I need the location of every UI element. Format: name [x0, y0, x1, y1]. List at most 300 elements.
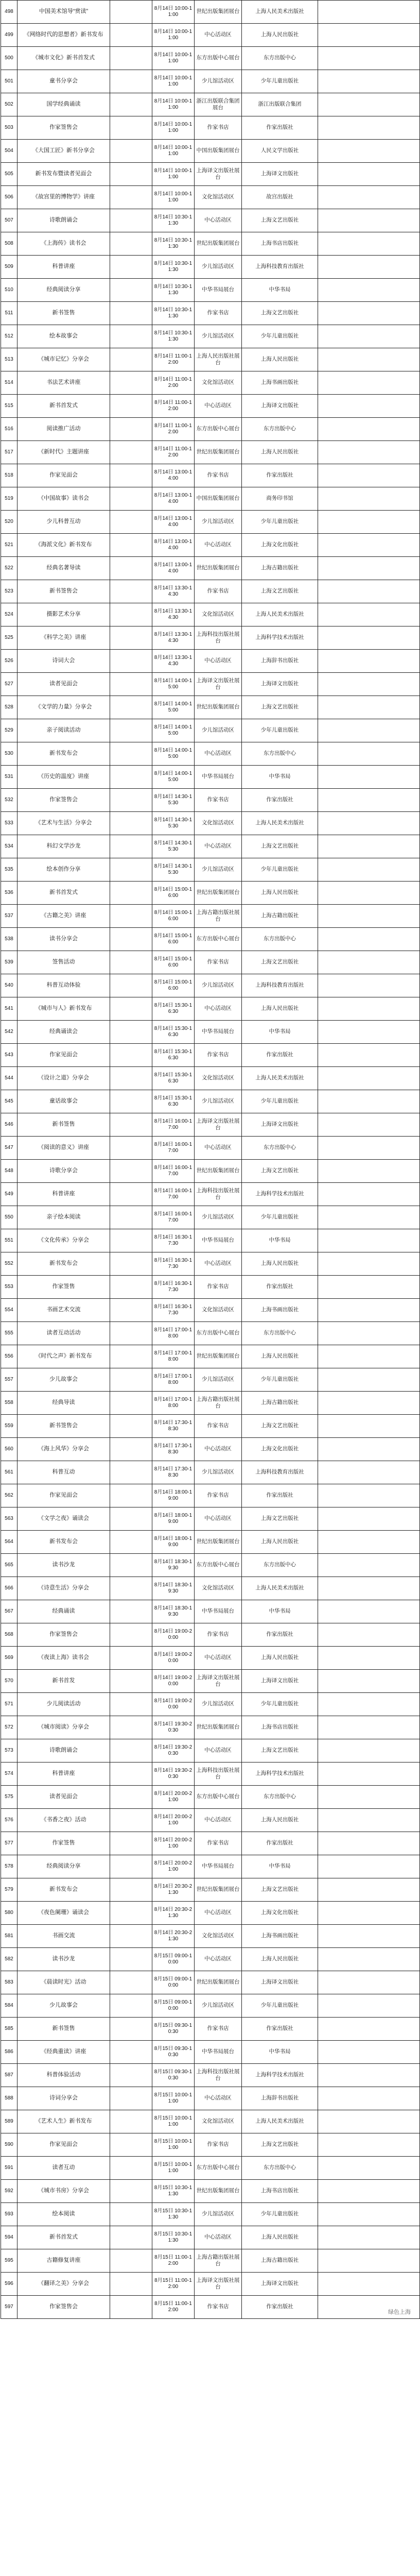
organizer: 上海文艺出版社 [242, 1739, 318, 1762]
table-row [1, 928, 420, 951]
organizer: 中华书局 [242, 1855, 318, 1878]
guest-name [110, 325, 152, 348]
table-row [1, 1438, 420, 1461]
table-row [1, 2226, 420, 2249]
table-row [1, 279, 420, 302]
table-row [1, 696, 420, 719]
activity-title: 《艺术人生》新书发布 [18, 2110, 110, 2133]
guest-name [110, 2273, 152, 2296]
activity-title: 《故宫里的博物学》讲座 [18, 186, 110, 209]
activity-time: 8月14日 11:00-12:00 [152, 395, 195, 418]
guest-name [110, 232, 152, 256]
activity-time: 8月14日 15:00-16:00 [152, 905, 195, 928]
guest-name [110, 140, 152, 163]
table-row [1, 348, 420, 371]
activity-title: 《城市文化》新书首发式 [18, 47, 110, 70]
activity-venue: 东方出版中心展台 [195, 1786, 242, 1809]
organizer: 上海古籍出版社 [242, 905, 318, 928]
activity-title: 新书发布会 [18, 742, 110, 766]
row-number: 500 [1, 47, 18, 70]
organizer: 东方出版中心 [242, 742, 318, 766]
activity-title: 《城市记忆》分享会 [18, 348, 110, 371]
row-number: 576 [1, 1809, 18, 1832]
row-number: 583 [1, 1971, 18, 1994]
activity-time: 8月15日 10:00-11:00 [152, 2087, 195, 2110]
organizer: 上海古籍出版社 [242, 557, 318, 580]
activity-time: 8月14日 10:00-11:00 [152, 186, 195, 209]
row-number: 521 [1, 534, 18, 557]
extra-cell [318, 1044, 420, 1067]
activity-venue: 作家书店 [195, 1415, 242, 1438]
guest-name [110, 1229, 152, 1252]
table-row [1, 1948, 420, 1971]
table-row [1, 47, 420, 70]
table-row [1, 1044, 420, 1067]
activity-venue: 世纪出版集团展台 [195, 1531, 242, 1554]
extra-cell [318, 742, 420, 766]
activity-time: 8月14日 16:00-17:00 [152, 1206, 195, 1229]
organizer: 作家出版社 [242, 2018, 318, 2041]
guest-name [110, 1183, 152, 1206]
guest-name [110, 348, 152, 371]
activity-title: 作家签售会 [18, 1623, 110, 1647]
organizer: 人民文学出版社 [242, 140, 318, 163]
row-number: 592 [1, 2180, 18, 2203]
activity-venue: 中心活动区 [195, 1948, 242, 1971]
table-row [1, 24, 420, 47]
activity-title: 童书分享会 [18, 70, 110, 93]
activity-title: 读书沙龙 [18, 1948, 110, 1971]
activity-time: 8月15日 09:00-10:00 [152, 1971, 195, 1994]
extra-cell [318, 1368, 420, 1392]
table-row [1, 1021, 420, 1044]
activity-venue: 世纪出版集团展台 [195, 1716, 242, 1739]
activity-title: 《晨读时光》活动 [18, 1971, 110, 1994]
guest-name [110, 487, 152, 511]
activity-time: 8月15日 09:30-10:30 [152, 2041, 195, 2064]
activity-venue: 作家书店 [195, 1044, 242, 1067]
activity-time: 8月14日 14:30-15:30 [152, 812, 195, 835]
table-row [1, 2296, 420, 2319]
guest-name [110, 2087, 152, 2110]
activity-title: 科普讲座 [18, 1762, 110, 1786]
table-row [1, 580, 420, 603]
extra-cell [318, 1137, 420, 1160]
row-number: 558 [1, 1392, 18, 1415]
organizer: 上海人民出版社 [242, 997, 318, 1021]
extra-cell [318, 163, 420, 186]
organizer: 少年儿童出版社 [242, 858, 318, 882]
activity-title: 新书签售 [18, 2018, 110, 2041]
extra-cell [318, 1577, 420, 1600]
table-row [1, 1229, 420, 1252]
activity-time: 8月14日 15:30-16:30 [152, 1090, 195, 1113]
extra-cell [318, 441, 420, 464]
row-number: 528 [1, 696, 18, 719]
organizer: 上海古籍出版社 [242, 2249, 318, 2273]
extra-cell [318, 2180, 420, 2203]
organizer: 上海人民出版社 [242, 1647, 318, 1670]
table-row [1, 163, 420, 186]
activity-time: 8月15日 09:00-10:00 [152, 1994, 195, 2018]
extra-cell [318, 835, 420, 858]
activity-venue: 上海科技出版社展台 [195, 1762, 242, 1786]
activity-title: 经典阅读分享 [18, 279, 110, 302]
organizer: 上海科技教育出版社 [242, 1461, 318, 1484]
activity-time: 8月14日 14:00-15:00 [152, 719, 195, 742]
guest-name [110, 1299, 152, 1322]
extra-cell [318, 1438, 420, 1461]
activity-time: 8月14日 13:30-14:30 [152, 650, 195, 673]
activity-venue: 世纪出版集团展台 [195, 2180, 242, 2203]
activity-venue: 世纪出版集团展台 [195, 882, 242, 905]
organizer: 上海科技教育出版社 [242, 256, 318, 279]
activity-venue: 世纪出版集团展台 [195, 557, 242, 580]
organizer: 东方出版中心 [242, 1786, 318, 1809]
organizer: 中华书局 [242, 2041, 318, 2064]
organizer: 上海译文出版社 [242, 163, 318, 186]
activity-title: 新书签售会 [18, 1415, 110, 1438]
row-number: 537 [1, 905, 18, 928]
extra-cell [318, 1739, 420, 1762]
activity-venue: 作家书店 [195, 2018, 242, 2041]
extra-cell [318, 325, 420, 348]
activity-time: 8月15日 10:30-11:30 [152, 2203, 195, 2226]
row-number: 588 [1, 2087, 18, 2110]
guest-name [110, 1809, 152, 1832]
organizer: 上海科学技术出版社 [242, 1762, 318, 1786]
schedule-sheet [1, 0, 419, 2319]
row-number: 523 [1, 580, 18, 603]
activity-venue: 少儿馆活动区 [195, 325, 242, 348]
organizer: 上海人民出版社 [242, 1345, 318, 1368]
guest-name [110, 858, 152, 882]
organizer: 中华书局 [242, 1021, 318, 1044]
extra-cell [318, 1925, 420, 1948]
activity-title: 《文学之夜》诵读会 [18, 1507, 110, 1531]
table-row [1, 1276, 420, 1299]
row-number: 509 [1, 256, 18, 279]
row-number: 577 [1, 1832, 18, 1855]
extra-cell [318, 1067, 420, 1090]
schedule-table [1, 0, 420, 2319]
table-row [1, 2180, 420, 2203]
row-number: 556 [1, 1345, 18, 1368]
row-number: 498 [1, 1, 18, 24]
organizer: 上海文艺出版社 [242, 580, 318, 603]
activity-venue: 世纪出版集团展台 [195, 1, 242, 24]
organizer: 故宫出版社 [242, 186, 318, 209]
extra-cell [318, 557, 420, 580]
row-number: 506 [1, 186, 18, 209]
row-number: 562 [1, 1484, 18, 1507]
row-number: 513 [1, 348, 18, 371]
extra-cell [318, 1786, 420, 1809]
activity-time: 8月15日 10:00-11:00 [152, 2157, 195, 2180]
activity-venue: 中心活动区 [195, 1438, 242, 1461]
activity-title: 《历史的温度》讲座 [18, 766, 110, 789]
row-number: 573 [1, 1739, 18, 1762]
activity-title: 《城市书房》分享会 [18, 2180, 110, 2203]
activity-time: 8月14日 10:30-11:30 [152, 256, 195, 279]
guest-name [110, 371, 152, 395]
row-number: 504 [1, 140, 18, 163]
organizer: 作家出版社 [242, 789, 318, 812]
row-number: 568 [1, 1623, 18, 1647]
guest-name [110, 1554, 152, 1577]
organizer: 东方出版中心 [242, 1322, 318, 1345]
guest-name [110, 789, 152, 812]
guest-name [110, 1902, 152, 1925]
activity-venue: 少儿馆活动区 [195, 1368, 242, 1392]
extra-cell [318, 650, 420, 673]
extra-cell [318, 1484, 420, 1507]
activity-title: 《新时代》主题讲座 [18, 441, 110, 464]
guest-name [110, 1021, 152, 1044]
extra-cell [318, 2157, 420, 2180]
guest-name [110, 1461, 152, 1484]
row-number: 569 [1, 1647, 18, 1670]
activity-venue: 世纪出版集团展台 [195, 1878, 242, 1902]
activity-title: 读者互动活动 [18, 1322, 110, 1345]
activity-time: 8月14日 10:30-11:30 [152, 209, 195, 232]
activity-venue: 作家书店 [195, 1832, 242, 1855]
table-row [1, 418, 420, 441]
row-number: 552 [1, 1252, 18, 1276]
extra-cell [318, 858, 420, 882]
guest-name [110, 1994, 152, 2018]
activity-venue: 少儿馆活动区 [195, 974, 242, 997]
extra-cell [318, 1994, 420, 2018]
extra-cell [318, 1670, 420, 1693]
organizer: 上海文化出版社 [242, 1438, 318, 1461]
organizer: 上海人民出版社 [242, 1531, 318, 1554]
activity-time: 8月14日 18:30-19:30 [152, 1577, 195, 1600]
activity-time: 8月14日 10:00-11:00 [152, 93, 195, 116]
activity-venue: 中心活动区 [195, 1137, 242, 1160]
activity-time: 8月14日 18:00-19:00 [152, 1531, 195, 1554]
activity-venue: 少儿馆活动区 [195, 1206, 242, 1229]
row-number: 512 [1, 325, 18, 348]
extra-cell [318, 2064, 420, 2087]
organizer: 上海文化出版社 [242, 1902, 318, 1925]
guest-name [110, 719, 152, 742]
table-row [1, 1137, 420, 1160]
organizer: 少年儿童出版社 [242, 1693, 318, 1716]
table-row [1, 1600, 420, 1623]
guest-name [110, 1484, 152, 1507]
activity-time: 8月15日 09:30-10:30 [152, 2064, 195, 2087]
guest-name [110, 2180, 152, 2203]
activity-title: 科幻文学沙龙 [18, 835, 110, 858]
activity-time: 8月15日 10:00-11:00 [152, 2110, 195, 2133]
organizer: 上海科学技术出版社 [242, 1183, 318, 1206]
footer-logo: 绿色上海 [388, 2309, 411, 2315]
table-row [1, 1, 420, 24]
activity-title: 少儿科普互动 [18, 511, 110, 534]
organizer: 上海人民美术出版社 [242, 1067, 318, 1090]
extra-cell [318, 1021, 420, 1044]
extra-cell [318, 1090, 420, 1113]
activity-venue: 世纪出版集团展台 [195, 1345, 242, 1368]
extra-cell [318, 186, 420, 209]
activity-venue: 少儿馆活动区 [195, 1693, 242, 1716]
table-row [1, 1693, 420, 1716]
table-row [1, 1113, 420, 1137]
activity-title: 《夜色阑珊》诵读会 [18, 1902, 110, 1925]
activity-title: 科普互动体验 [18, 974, 110, 997]
extra-cell [318, 1971, 420, 1994]
row-number: 591 [1, 2157, 18, 2180]
guest-name [110, 1415, 152, 1438]
activity-time: 8月14日 20:00-21:00 [152, 1809, 195, 1832]
row-number: 581 [1, 1925, 18, 1948]
activity-time: 8月14日 19:00-20:00 [152, 1670, 195, 1693]
guest-name [110, 1531, 152, 1554]
organizer: 作家出版社 [242, 464, 318, 487]
organizer: 上海译文出版社 [242, 1113, 318, 1137]
extra-cell [318, 302, 420, 325]
activity-title: 作家见面会 [18, 2133, 110, 2157]
guest-name [110, 186, 152, 209]
activity-time: 8月14日 17:00-18:00 [152, 1345, 195, 1368]
guest-name [110, 812, 152, 835]
activity-time: 8月14日 11:00-12:00 [152, 371, 195, 395]
activity-time: 8月14日 10:00-11:00 [152, 116, 195, 140]
guest-name [110, 1647, 152, 1670]
extra-cell [318, 279, 420, 302]
row-number: 594 [1, 2226, 18, 2249]
table-row [1, 1322, 420, 1345]
activity-time: 8月14日 19:00-20:00 [152, 1623, 195, 1647]
guest-name [110, 1786, 152, 1809]
table-row [1, 626, 420, 650]
organizer: 上海书店出版社 [242, 232, 318, 256]
organizer: 上海科学技术出版社 [242, 2064, 318, 2087]
extra-cell [318, 766, 420, 789]
row-number: 539 [1, 951, 18, 974]
activity-time: 8月14日 13:00-14:00 [152, 557, 195, 580]
activity-time: 8月14日 19:00-20:00 [152, 1693, 195, 1716]
activity-venue: 中国出版集团展台 [195, 140, 242, 163]
organizer: 上海书画出版社 [242, 1299, 318, 1322]
organizer: 上海文艺出版社 [242, 951, 318, 974]
guest-name [110, 93, 152, 116]
activity-title: 新书首发式 [18, 882, 110, 905]
extra-cell [318, 2226, 420, 2249]
activity-venue: 文化馆活动区 [195, 1067, 242, 1090]
activity-venue: 中心活动区 [195, 997, 242, 1021]
table-row [1, 1252, 420, 1276]
activity-time: 8月14日 15:00-16:00 [152, 928, 195, 951]
row-number: 505 [1, 163, 18, 186]
organizer: 商务印书馆 [242, 487, 318, 511]
row-number: 538 [1, 928, 18, 951]
row-number: 572 [1, 1716, 18, 1739]
activity-venue: 少儿馆活动区 [195, 2203, 242, 2226]
extra-cell [318, 1392, 420, 1415]
activity-title: 作家见面会 [18, 464, 110, 487]
activity-venue: 中心活动区 [195, 534, 242, 557]
activity-title: 诗词分享会 [18, 2087, 110, 2110]
row-number: 516 [1, 418, 18, 441]
activity-venue: 中华书局展台 [195, 1021, 242, 1044]
activity-venue: 少儿馆活动区 [195, 256, 242, 279]
guest-name [110, 974, 152, 997]
guest-name [110, 2296, 152, 2319]
organizer: 东方出版中心 [242, 1554, 318, 1577]
activity-title: 新书首发式 [18, 2226, 110, 2249]
extra-cell [318, 1855, 420, 1878]
row-number: 541 [1, 997, 18, 1021]
activity-title: 亲子阅读活动 [18, 719, 110, 742]
activity-time: 8月14日 14:00-15:00 [152, 766, 195, 789]
extra-cell [318, 232, 420, 256]
activity-title: 《中国故事》读书会 [18, 487, 110, 511]
organizer: 少年儿童出版社 [242, 325, 318, 348]
row-number: 545 [1, 1090, 18, 1113]
extra-cell [318, 1554, 420, 1577]
organizer: 上海书画出版社 [242, 1925, 318, 1948]
activity-venue: 作家书店 [195, 580, 242, 603]
activity-time: 8月14日 11:00-12:00 [152, 348, 195, 371]
extra-cell [318, 1, 420, 24]
extra-cell [318, 1229, 420, 1252]
extra-cell [318, 2249, 420, 2273]
activity-venue: 中心活动区 [195, 24, 242, 47]
organizer: 上海辞书出版社 [242, 650, 318, 673]
row-number: 547 [1, 1137, 18, 1160]
guest-name [110, 279, 152, 302]
activity-title: 作家签售会 [18, 116, 110, 140]
table-row [1, 1392, 420, 1415]
activity-time: 8月14日 10:30-11:30 [152, 325, 195, 348]
guest-name [110, 580, 152, 603]
extra-cell [318, 1276, 420, 1299]
activity-time: 8月15日 10:30-11:30 [152, 2180, 195, 2203]
activity-title: 《书香之夜》活动 [18, 1809, 110, 1832]
extra-cell [318, 951, 420, 974]
organizer: 少年儿童出版社 [242, 1368, 318, 1392]
table-row [1, 766, 420, 789]
table-row [1, 1762, 420, 1786]
organizer: 上海人民出版社 [242, 441, 318, 464]
table-row [1, 1461, 420, 1484]
table-row [1, 116, 420, 140]
organizer: 上海人民出版社 [242, 1809, 318, 1832]
activity-title: 新书发布会 [18, 1878, 110, 1902]
activity-venue: 上海古籍出版社展台 [195, 905, 242, 928]
table-row [1, 1878, 420, 1902]
activity-venue: 中国出版集团展台 [195, 487, 242, 511]
activity-time: 8月15日 10:30-11:30 [152, 2226, 195, 2249]
table-row [1, 464, 420, 487]
table-row [1, 325, 420, 348]
activity-title: 《夜读上海》读书会 [18, 1647, 110, 1670]
activity-title: 诗歌朗诵会 [18, 209, 110, 232]
activity-time: 8月14日 17:00-18:00 [152, 1392, 195, 1415]
organizer: 上海文艺出版社 [242, 1160, 318, 1183]
table-row [1, 835, 420, 858]
organizer: 上海古籍出版社 [242, 1392, 318, 1415]
activity-title: 绘本故事会 [18, 325, 110, 348]
row-number: 554 [1, 1299, 18, 1322]
organizer: 上海人民出版社 [242, 1252, 318, 1276]
activity-venue: 中华书局展台 [195, 1600, 242, 1623]
activity-venue: 上海科技出版社展台 [195, 2064, 242, 2087]
guest-name [110, 441, 152, 464]
table-row [1, 1809, 420, 1832]
